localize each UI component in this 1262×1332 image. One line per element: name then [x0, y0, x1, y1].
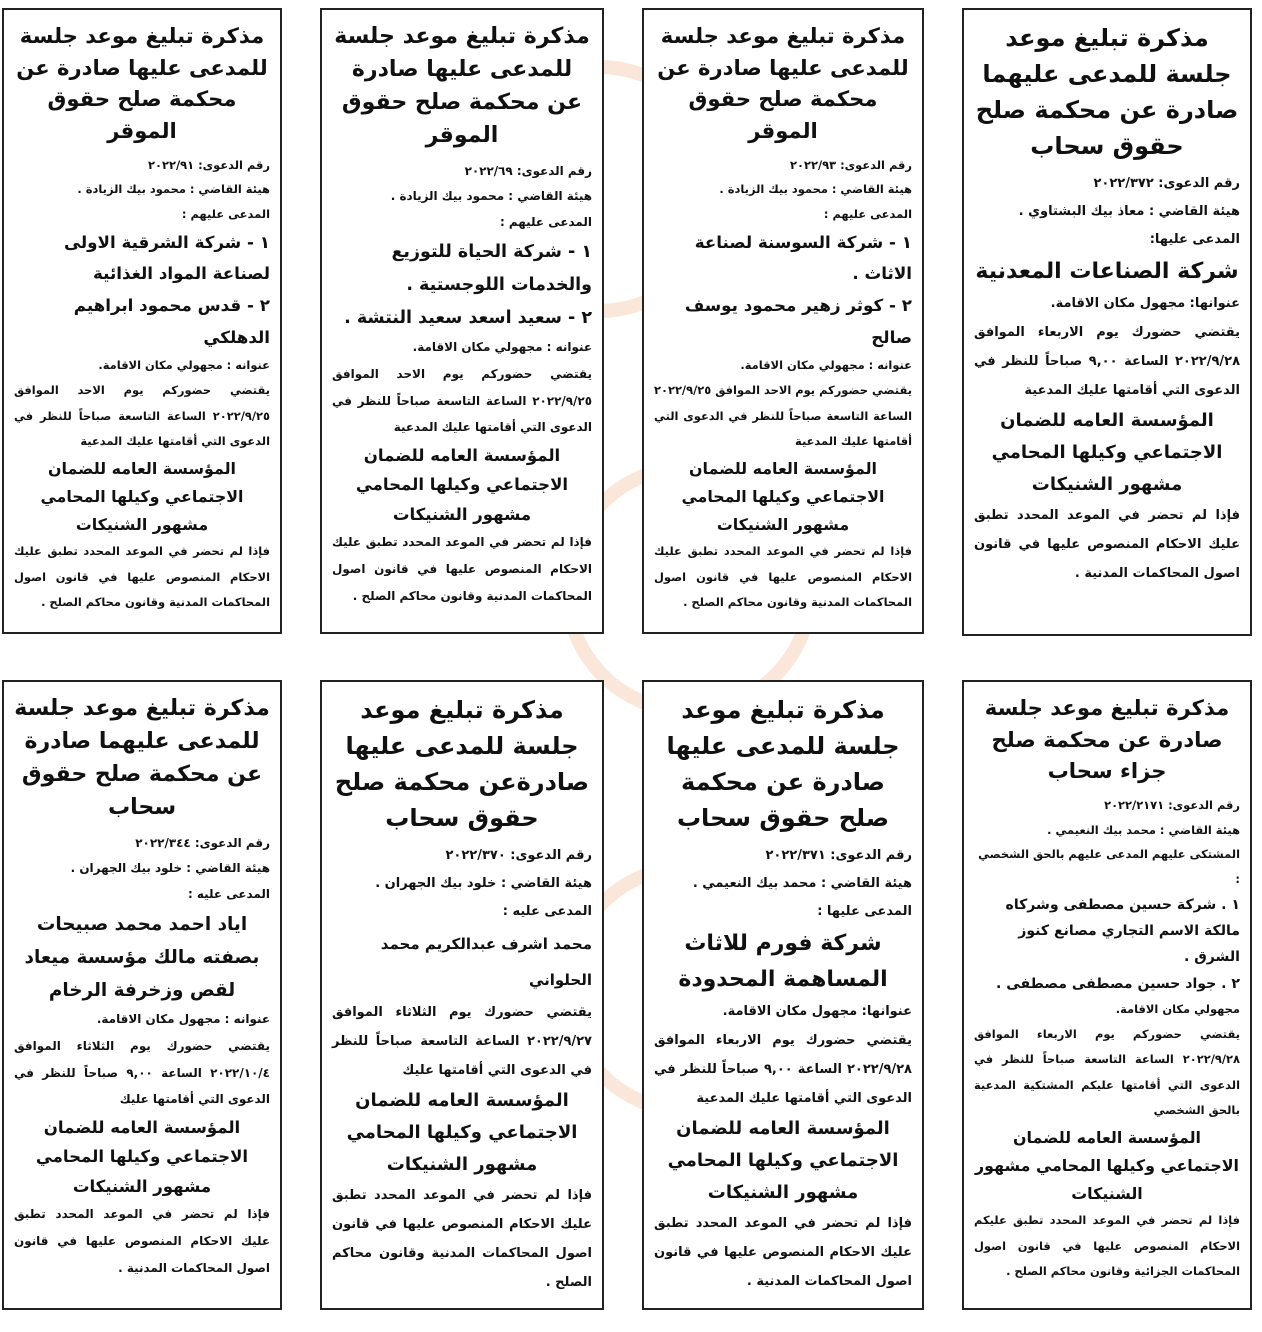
- closing-text: فإذا لم تحضر في الموعد المحدد تطبق عليك الاحكام المنصوص عليها في قانون اصول المحاكمات المدنية وقانون محاكم الصلح .: [654, 544, 912, 610]
- case-number: رقم الدعوى: ٢٠٢٢/٦٩: [464, 163, 592, 178]
- summons-text: يقتضي حضورك يوم الثلاثاء الموافق ٢٠٢٢/١٠/٤ الساعة ٩,٠٠ صباحاً للنظر في الدعوى التي أقامتها عليك: [14, 1038, 270, 1107]
- notice-title: مذكرة تبليغ موعد جلسة للمدعى عليها صادرة عن محكمة صلح حقوق سحاب: [666, 696, 900, 832]
- defendant-name: ٢ - قدس محمود ابراهيم الدهلكي: [73, 295, 270, 347]
- defendant-label: المدعى عليهم :: [823, 207, 912, 222]
- address: عنوانه : مجهول مكان الاقامة.: [96, 1012, 270, 1027]
- case-number: رقم الدعوى: ٢٠٢٢/٣٧١: [765, 848, 912, 863]
- plaintiff: المؤسسة العامه للضمان الاجتماعي وكيلها المحامي مشهور الشنيكات: [355, 446, 569, 524]
- judge: هيئة القاضي : محمد بيك النعيمي .: [1047, 822, 1240, 837]
- address: عنوانها: مجهول مكان الاقامة.: [722, 1004, 912, 1019]
- notice-card: [642, 680, 924, 1310]
- plaintiff: المؤسسة العامه للضمان الاجتماعي وكيلها المحامي مشهور الشنيكات: [35, 1118, 249, 1196]
- closing-text: فإذا لم تحضر في الموعد المحدد تطبق عليك الاحكام المنصوص عليها في قانون اصول المحاكمات المدنية .: [14, 1207, 270, 1275]
- address: عنوانه : مجهولي مكان الاقامة.: [412, 340, 592, 355]
- judge: هيئة القاضي : معاذ بيك البشتاوي .: [1018, 204, 1240, 219]
- plaintiff: المؤسسة العامه للضمان الاجتماعي وكيلها المحامي مشهور الشنيكات: [991, 410, 1223, 495]
- judge: هيئة القاضي : خلود بيك الجهران .: [375, 876, 592, 891]
- notice-title: مذكرة تبليغ موعد جلسة للمدعى عليهما صادرة عن محكمة صلح حقوق سحاب: [14, 696, 270, 821]
- address: عنوانه : مجهولي مكان الاقامة.: [740, 358, 912, 373]
- notice-title: مذكرة تبليغ موعد جلسة للمدعى عليها صادرة عن محكمة صلح حقوق الموقر: [334, 24, 590, 149]
- defendant-name: اياد احمد محمد صبيحات بصفته مالك مؤسسة ميعاد لقص وزخرفة الرخام: [24, 913, 260, 1002]
- plaintiff: المؤسسة العامه للضمان الاجتماعي وكيلها المحامي مشهور الشنيكات: [975, 1127, 1239, 1204]
- defendant-label: المدعى عليهم :: [181, 207, 270, 222]
- address: مجهولي مكان الاقامة.: [1115, 1002, 1240, 1017]
- defendant-name: ١ - شركة الحياة للتوزيع والخدمات اللوجستية .: [391, 241, 592, 295]
- notice-card: [2, 8, 282, 634]
- notice-card: [320, 680, 604, 1310]
- notice-card: [320, 8, 604, 634]
- judge: هيئة القاضي : خلود بيك الجهران .: [70, 861, 270, 876]
- closing-text: فإذا لم تحضر في الموعد المحدد تطبق عليك الاحكام المنصوص عليها في قانون اصول المحاكمات المدنية .: [974, 508, 1240, 581]
- closing-text: فإذا لم تحضر في الموعد المحدد تطبق عليك الاحكام المنصوص عليها في قانون اصول المحاكمات المدنية وقانون محاكم الصلح .: [332, 1188, 592, 1290]
- notice-title: مذكرة تبليغ موعد جلسة للمدعى عليهما صادرة عن محكمة صلح حقوق سحاب: [975, 24, 1239, 160]
- closing-text: فإذا لم تحضر في الموعد المحدد تطبق عليك الاحكام المنصوص عليها في قانون اصول المحاكمات المدنية وقانون محاكم الصلح .: [14, 544, 270, 610]
- summons-text: يقتضي حضوركم يوم الاحد الموافق ٢٠٢٢/٩/٢٥ الساعة التاسعة صباحاً للنظر في الدعوى التي أقامتها عليك المدعية: [332, 366, 592, 435]
- notice-title: مذكرة تبليغ موعد جلسة للمدعى عليها صادرة عن محكمة صلح حقوق الموقر: [16, 23, 268, 144]
- defendant-label: المدعى عليهم :: [499, 215, 592, 230]
- summons-text: يقتضي حضورك يوم الثلاثاء الموافق ٢٠٢٢/٩/٢٧ الساعة التاسعة صباحاً للنظر في الدعوى التي أقامتها عليك: [332, 1005, 592, 1078]
- notice-title: مذكرة تبليغ موعد جلسة للمدعى عليها صادرة عن محكمة صلح حقوق الموقر: [657, 23, 909, 144]
- judge: هيئة القاضي : محمود بيك الزيادة .: [77, 182, 270, 197]
- address: عنوانه : مجهولي مكان الاقامة.: [98, 358, 270, 373]
- defendant-label: المدعى عليها:: [1149, 232, 1240, 247]
- closing-text: فإذا لم تحضر في الموعد المحدد تطبق عليكم الاحكام المنصوص عليها في قانون اصول المحاكمات الجزائية وقانون محاكم الصلح .: [974, 1213, 1240, 1279]
- defendant-label: المدعى عليه :: [187, 887, 270, 902]
- defendant-name: ١ . شركة حسين مصطفى وشركاه مالكة الاسم التجاري مصانع كنوز الشرق .: [1005, 896, 1240, 966]
- notice-card: [2, 680, 282, 1310]
- case-number: رقم الدعوى: ٢٠٢٢/٣٤٤: [135, 835, 270, 850]
- case-number: رقم الدعوى: ٢٠٢٢/٩٣: [790, 157, 912, 172]
- defendant-label: المدعى عليه :: [502, 904, 592, 919]
- defendant-name: ٢ - كوثر زهير محمود يوسف صالح: [684, 295, 912, 347]
- summons-text: يقتضي حضورك يوم الاربعاء الموافق ٢٠٢٢/٩/٢٨ الساعة ٩,٠٠ صباحاً للنظر في الدعوى التي أقامتها عليك المدعية: [974, 325, 1241, 398]
- defendant-name: ١ - شركة الشرقية الاولى لصناعة المواد الغذائية: [63, 231, 270, 284]
- defendant-name: ١ - شركة السوسنة لصناعة الاثاث .: [694, 231, 912, 284]
- defendant-name: محمد اشرف عبدالكريم محمد الحلواني: [380, 935, 592, 989]
- summons-text: يقتضي حضوركم يوم الاربعاء الموافق ٢٠٢٢/٩/٢٨ الساعة التاسعة صباحاً للنظر في الدعوى التي أقامتها عليكم المشتكية المدعية بالحق الشخصي: [974, 1026, 1240, 1118]
- plaintiff: المؤسسة العامه للضمان الاجتماعي وكيلها المحامي مشهور الشنيكات: [667, 1118, 899, 1203]
- case-number: رقم الدعوى: ٢٠٢٢/٩١: [148, 157, 270, 172]
- case-number: رقم الدعوى: ٢٠٢٢/٣٧٠: [445, 848, 592, 863]
- case-number: رقم الدعوى: ٢٠٢٢/٢١٧١: [1104, 798, 1240, 813]
- notice-card: [962, 680, 1252, 1310]
- case-number: رقم الدعوى: ٢٠٢٢/٣٧٢: [1093, 176, 1240, 191]
- notice-card: [642, 8, 924, 634]
- defendant-name: ٢ - سعيد اسعد سعيد النتشة .: [344, 308, 592, 329]
- address: عنوانها: مجهول مكان الاقامة.: [1050, 296, 1240, 311]
- summons-text: يقتضي حضورك يوم الاربعاء الموافق ٢٠٢٢/٩/٢٨ الساعة ٩,٠٠ صباحاً للنظر في الدعوى التي أقامتها عليك المدعية: [654, 1033, 912, 1106]
- notice-card: [962, 8, 1252, 636]
- plaintiff: المؤسسة العامه للضمان الاجتماعي وكيلها المحامي مشهور الشنيكات: [40, 458, 244, 534]
- notice-title: مذكرة تبليغ موعد جلسة للمدعى عليها صادرةعن محكمة صلح حقوق سحاب: [334, 696, 590, 832]
- defendant-name: ٢ . جواد حسين مصطفى مصطفى .: [996, 975, 1240, 992]
- defendant-name: شركة فورم للاثاث المساهمة المحدودة: [678, 931, 888, 992]
- judge: هيئة القاضي : محمود بيك الزيادة .: [390, 189, 592, 204]
- summons-text: يقتضي حضوركم يوم الاحد الموافق ٢٠٢٢/٩/٢٥ الساعة التاسعة صباحاً للنظر في الدعوى التي أقامتها عليك المدعية: [654, 383, 912, 449]
- summons-text: يقتضي حضوركم يوم الاحد الموافق ٢٠٢٢/٩/٢٥ الساعة التاسعة صباحاً للنظر في الدعوى التي أقامتها عليك المدعية: [14, 383, 270, 449]
- defendant-label: المدعى عليها :: [817, 904, 912, 919]
- plaintiff: المؤسسة العامه للضمان الاجتماعي وكيلها المحامي مشهور الشنيكات: [346, 1090, 578, 1175]
- closing-text: فإذا لم تحضر في الموعد المحدد تطبق عليك الاحكام المنصوص عليها في قانون اصول المحاكمات المدنية وقانون محاكم الصلح .: [332, 535, 592, 603]
- notice-title: مذكرة تبليغ موعد جلسة صادرة عن محكمة صلح جزاء سحاب: [984, 695, 1230, 784]
- closing-text: فإذا لم تحضر في الموعد المحدد تطبق عليك الاحكام المنصوص عليها في قانون اصول المحاكمات المدنية .: [654, 1216, 912, 1289]
- judge: هيئة القاضي : محمد بيك النعيمي .: [692, 876, 912, 891]
- defendant-name: شركة الصناعات المعدنية: [975, 259, 1239, 284]
- defendant-label: المشتكى عليهم المدعى عليهم بالحق الشخصي :: [978, 847, 1240, 886]
- plaintiff: المؤسسة العامه للضمان الاجتماعي وكيلها المحامي مشهور الشنيكات: [681, 458, 885, 534]
- judge: هيئة القاضي : محمود بيك الزيادة .: [719, 182, 912, 197]
